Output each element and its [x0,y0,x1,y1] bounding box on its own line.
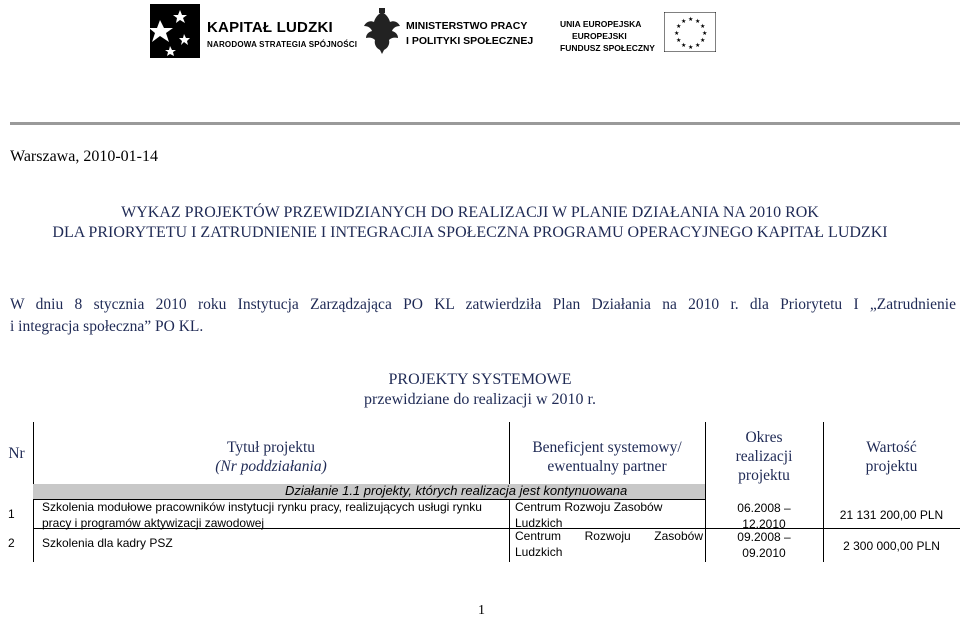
header-value [823,438,960,476]
svg-text:★: ★ [676,23,682,30]
row2-nr: 2 [8,536,15,550]
svg-text:★: ★ [695,42,701,49]
svg-text:★: ★ [674,30,680,37]
section-title: PROJEKTY SYSTEMOWE [388,371,572,388]
header-period [705,428,823,485]
unia-line3: FUNDUSZ SPOŁECZNY [560,43,655,53]
row1-period [705,500,823,532]
section-subtitle: przewidziane do realizacji w 2010 r. [364,391,596,408]
document-date: Warszawa, 2010-01-14 [10,148,158,165]
header-title-line2: (Nr poddziałania) [215,458,327,475]
header-logos [150,4,720,58]
row1-title-line1: Szkolenia modułowe pracowników instytucji rynku pracy, realizujących usługi rynku [42,500,482,514]
row2-period [705,529,823,561]
unia-line2: EUROPEJSKI [572,31,627,41]
unia-europejska-logo [560,4,720,58]
header-divider [10,122,960,125]
kapital-ludzki-logo [150,4,358,58]
svg-text:★: ★ [681,18,687,25]
row1-title-line2: pracy i programów aktywizacji zawodowej [42,516,265,530]
row1-nr: 1 [8,507,15,521]
row1-beneficiary [515,499,703,531]
row2-title: Szkolenia dla kadry PSZ [42,536,173,550]
row2-value: 2 300 000,00 PLN [843,539,940,553]
document-heading-line1: WYKAZ PROJEKTÓW PRZEWIDZIANYCH DO REALIZACJI W PLANIE DZIAŁANIA NA 2010 ROK [121,204,819,221]
svg-text:★: ★ [676,37,682,44]
svg-text:★: ★ [681,42,687,49]
page-number: 1 [478,603,485,618]
row1-period-start: 06.2008 – [737,501,791,515]
header-title-line1: Tytuł projektu [226,439,316,456]
row1-beneficiary-line1: Centrum Rozwoju Zasobów [515,500,663,514]
projects-table [0,422,960,562]
svg-text:★: ★ [695,18,701,25]
row2-period-start: 09.2008 – [737,530,791,544]
kapital-ludzki-emblem-icon [150,4,202,58]
section-row-label: Działanie 1.1 projekty, których realizacja jest kontynuowana [285,483,628,498]
header-period-line2: realizacji [735,448,793,465]
header-beneficiary-line1: Beneficjent systemowy/ [532,439,682,456]
ministerstwo-line2: I POLITYKI SPOŁECZNEJ [406,35,534,47]
unia-line1: UNIA EUROPEJSKA [560,19,642,29]
intro-paragraph-line1: W dniu 8 stycznia 2010 roku Instytucja Zarządzająca PO KL zatwierdziła Plan Działania na 2010 r. dla Priorytetu I „Zatrudnienie [10,296,956,313]
header-title [33,438,509,476]
header-period-line3: projektu [738,467,790,484]
header-value-line1: Wartość [866,439,917,456]
svg-text:★: ★ [702,30,708,37]
ministerstwo-logo [362,4,534,58]
svg-text:★: ★ [688,44,694,51]
row2-beneficiary-line1: Centrum Rozwoju Zasobów [515,529,703,543]
header-nr: Nr [8,445,25,462]
kapital-ludzki-subtitle: NARODOWA STRATEGIA SPÓJNOŚCI [207,40,358,49]
svg-text:★: ★ [700,37,706,44]
svg-text:★: ★ [688,16,694,23]
header-value-line2: projektu [865,458,918,475]
kapital-ludzki-title: KAPITAŁ LUDZKI [207,19,333,36]
row2-beneficiary [515,528,703,560]
row2-period-end: 09.2010 [742,546,786,560]
header-period-line1: Okres [745,429,783,446]
row1-title [42,499,508,531]
svg-text:★: ★ [700,23,706,30]
header-beneficiary-line2: ewentualny partner [547,458,667,475]
intro-paragraph-line2: i integracja społeczna” PO KL. [10,318,204,335]
eagle-emblem-icon [362,4,402,58]
eu-flag-icon [664,12,716,52]
row1-value: 21 131 200,00 PLN [839,508,944,522]
row2-beneficiary-line2: Ludzkich [515,545,563,559]
row1-period-end: 12.2010 [742,517,786,531]
document-heading-line2: DLA PRIORYTETU I ZATRUDNIENIE I INTEGRACJIA SPOŁECZNA PROGRAMU OPERACYJNEGO KAPITAŁ LUDZKI [52,224,888,241]
ministerstwo-line1: MINISTERSTWO PRACY [406,20,528,32]
header-beneficiary [509,438,705,476]
row1-beneficiary-line2: Ludzkich [515,516,563,530]
